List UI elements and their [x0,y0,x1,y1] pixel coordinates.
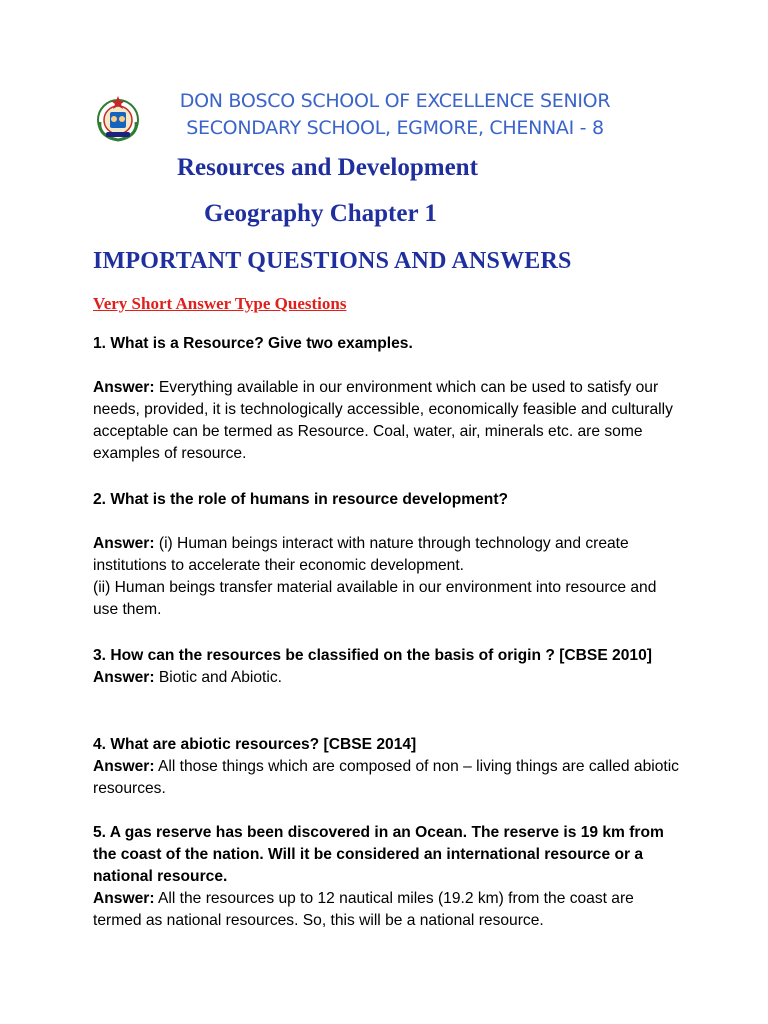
school-crest-icon [92,92,144,144]
answer-label: Answer: [93,758,155,775]
school-name-line-1: DON BOSCO SCHOOL OF EXCELLENCE SENIOR [179,90,611,112]
answer-4-text: All those things which are composed of non – living things are called abiotic resources. [93,758,679,797]
answer-2-text: (i) Human beings interact with nature through technology and create institutions to accelerate their economic development. [93,535,629,574]
qa-item-5 [93,822,683,932]
answer-label: Answer: [93,890,155,907]
question-2: 2. What is the role of humans in resource development? [93,491,509,508]
qa-item-3 [93,645,683,689]
answer-5-text: All the resources up to 12 nautical miles (19.2 km) from the coast are termed as national resources. So, this will be a national resource. [93,890,634,929]
answer-label: Answer: [93,379,155,396]
school-name [150,88,640,142]
qa-item-2 [93,489,683,621]
page-heading: IMPORTANT QUESTIONS AND ANSWERS [93,248,572,274]
answer-2-part-2: (ii) Human beings transfer material available in our environment into resource and use them. [93,579,657,618]
answer-3-text: Biotic and Abiotic. [158,669,282,686]
question-4: 4. What are abiotic resources? [CBSE 2014] [93,736,417,753]
answer-2 [93,533,683,577]
question-3: 3. How can the resources be classified on the basis of origin ? [CBSE 2010] [93,647,652,664]
answer-1 [93,377,683,465]
qa-item-1 [93,333,683,465]
answer-1-text: Everything available in our environment which can be used to satisfy our needs, provided, it is technologically accessible, economically feasible and culturally acceptable can be termed as Resource. Coal, water, air, minerals etc. are some examples of resource. [93,379,673,462]
answer-label: Answer: [93,669,155,686]
school-header [88,86,648,150]
answer-4 [93,756,683,800]
subject-title: Geography Chapter 1 [204,200,437,227]
question-5: 5. A gas reserve has been discovered in an Ocean. The reserve is 19 km from the coast of the nation. Will it be considered an international resource or a national resource. [93,824,664,885]
answer-3 [93,667,683,689]
answer-label: Answer: [93,535,155,552]
section-heading: Very Short Answer Type Questions [93,294,347,313]
qa-item-4 [93,734,683,800]
school-name-line-2: SECONDARY SCHOOL, EGMORE, CHENNAI - 8 [186,117,604,139]
chapter-title: Resources and Development [177,154,478,181]
answer-5 [93,888,683,932]
question-1: 1. What is a Resource? Give two examples. [93,335,413,352]
